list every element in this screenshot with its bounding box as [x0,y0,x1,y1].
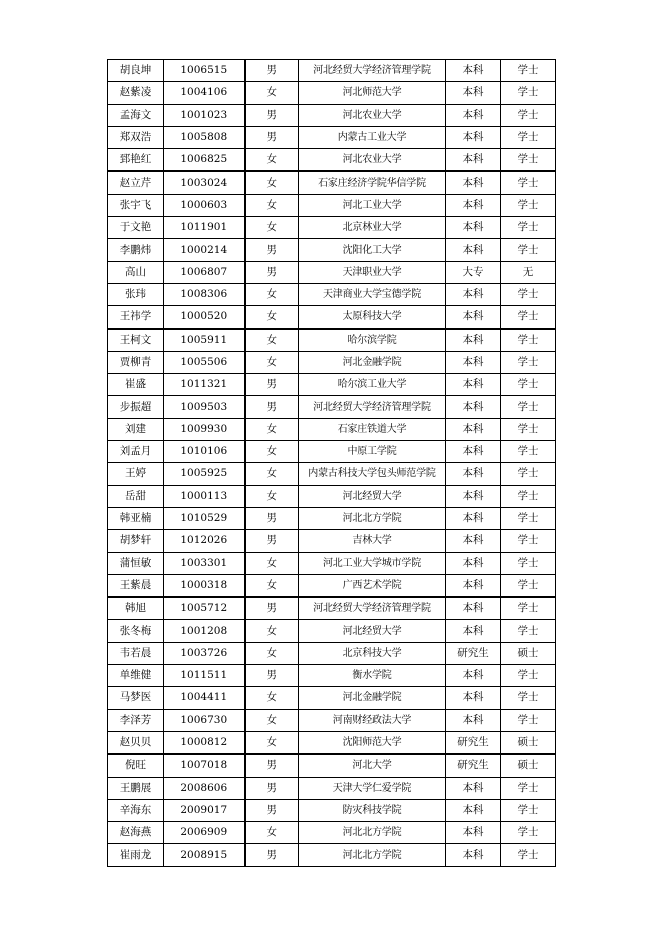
name-cell: 倪旺 [108,754,164,777]
id-cell: 1004411 [164,687,245,709]
name-cell: 孟海文 [108,104,164,126]
name-cell: 李鹏炜 [108,239,164,261]
degree-cell: 学士 [501,418,556,440]
gender-cell: 女 [245,485,299,507]
school-cell: 天津职业大学 [299,261,446,283]
name-cell: 单维健 [108,665,164,687]
id-cell: 1007018 [164,754,245,777]
degree-cell: 硕士 [501,731,556,754]
name-cell: 王婷 [108,463,164,485]
name-cell: 张玮 [108,283,164,305]
table-row [108,463,556,485]
school-cell: 河北经贸大学 [299,485,446,507]
roster-body [108,60,556,867]
degree-cell: 学士 [501,620,556,642]
name-cell: 胡梦轩 [108,530,164,552]
table-row [108,574,556,597]
school-cell: 中原工学院 [299,441,446,463]
gender-cell: 男 [245,104,299,126]
table-row [108,396,556,418]
id-cell: 1004106 [164,82,245,104]
name-cell: 刘孟月 [108,441,164,463]
table-row [108,126,556,148]
table-row [108,374,556,396]
gender-cell: 男 [245,60,299,82]
education-cell: 本科 [446,396,501,418]
table-row [108,60,556,82]
degree-cell: 硕士 [501,642,556,664]
education-cell: 本科 [446,217,501,239]
degree-cell: 学士 [501,283,556,305]
degree-cell: 学士 [501,530,556,552]
gender-cell: 男 [245,507,299,529]
school-cell: 防灾科技学院 [299,799,446,821]
table-row [108,777,556,799]
school-cell: 河北师范大学 [299,82,446,104]
education-cell: 大专 [446,261,501,283]
education-cell: 研究生 [446,731,501,754]
education-cell: 本科 [446,418,501,440]
gender-cell: 男 [245,597,299,620]
gender-cell: 女 [245,171,299,194]
table-row [108,642,556,664]
degree-cell: 学士 [501,217,556,239]
id-cell: 1005911 [164,329,245,352]
degree-cell: 学士 [501,306,556,329]
id-cell: 1011901 [164,217,245,239]
name-cell: 崔雨龙 [108,844,164,866]
degree-cell: 学士 [501,665,556,687]
table-row [108,261,556,283]
id-cell: 2008915 [164,844,245,866]
school-cell: 河北经贸大学经济管理学院 [299,60,446,82]
table-row [108,507,556,529]
id-cell: 1000520 [164,306,245,329]
id-cell: 1000318 [164,574,245,597]
gender-cell: 男 [245,396,299,418]
gender-cell: 女 [245,709,299,731]
education-cell: 本科 [446,822,501,844]
education-cell: 本科 [446,507,501,529]
school-cell: 河北北方学院 [299,507,446,529]
school-cell: 衡水学院 [299,665,446,687]
gender-cell: 女 [245,149,299,172]
education-cell: 研究生 [446,754,501,777]
degree-cell: 学士 [501,171,556,194]
id-cell: 1000812 [164,731,245,754]
id-cell: 1001023 [164,104,245,126]
school-cell: 沈阳化工大学 [299,239,446,261]
degree-cell: 学士 [501,709,556,731]
id-cell: 1009930 [164,418,245,440]
id-cell: 1011321 [164,374,245,396]
degree-cell: 学士 [501,822,556,844]
education-cell: 本科 [446,126,501,148]
degree-cell: 学士 [501,351,556,373]
id-cell: 1010106 [164,441,245,463]
table-row [108,104,556,126]
table-row [108,530,556,552]
education-cell: 本科 [446,777,501,799]
table-row [108,844,556,866]
degree-cell: 学士 [501,104,556,126]
education-cell: 本科 [446,597,501,620]
id-cell: 1006515 [164,60,245,82]
education-cell: 本科 [446,239,501,261]
education-cell: 本科 [446,329,501,352]
name-cell: 赵贝贝 [108,731,164,754]
degree-cell: 学士 [501,149,556,172]
school-cell: 北京科技大学 [299,642,446,664]
gender-cell: 男 [245,239,299,261]
education-cell: 本科 [446,60,501,82]
table-row [108,351,556,373]
name-cell: 王鹏展 [108,777,164,799]
degree-cell: 学士 [501,82,556,104]
gender-cell: 女 [245,82,299,104]
table-row [108,239,556,261]
degree-cell: 学士 [501,507,556,529]
school-cell: 内蒙古科技大学包头师范学院 [299,463,446,485]
education-cell: 本科 [446,194,501,216]
school-cell: 河北大学 [299,754,446,777]
education-cell: 本科 [446,351,501,373]
id-cell: 2006909 [164,822,245,844]
name-cell: 赵海燕 [108,822,164,844]
table-row [108,82,556,104]
name-cell: 王祎学 [108,306,164,329]
table-row [108,306,556,329]
gender-cell: 女 [245,463,299,485]
school-cell: 河北北方学院 [299,844,446,866]
gender-cell: 女 [245,329,299,352]
gender-cell: 男 [245,777,299,799]
education-cell: 本科 [446,665,501,687]
degree-cell: 学士 [501,777,556,799]
name-cell: 高山 [108,261,164,283]
education-cell: 本科 [446,374,501,396]
gender-cell: 女 [245,441,299,463]
name-cell: 赵紫凌 [108,82,164,104]
name-cell: 张冬梅 [108,620,164,642]
education-cell: 本科 [446,171,501,194]
id-cell: 1005925 [164,463,245,485]
table-row [108,687,556,709]
name-cell: 岳甜 [108,485,164,507]
id-cell: 1005506 [164,351,245,373]
education-cell: 本科 [446,306,501,329]
id-cell: 2008606 [164,777,245,799]
name-cell: 赵立芹 [108,171,164,194]
gender-cell: 男 [245,126,299,148]
name-cell: 张宇飞 [108,194,164,216]
id-cell: 1005808 [164,126,245,148]
school-cell: 天津大学仁爱学院 [299,777,446,799]
table-row [108,329,556,352]
name-cell: 韩亚楠 [108,507,164,529]
table-row [108,418,556,440]
table-row [108,171,556,194]
name-cell: 韦若晨 [108,642,164,664]
name-cell: 郅艳红 [108,149,164,172]
degree-cell: 学士 [501,485,556,507]
id-cell: 1009503 [164,396,245,418]
id-cell: 1000113 [164,485,245,507]
education-cell: 本科 [446,283,501,305]
school-cell: 广西艺术学院 [299,574,446,597]
name-cell: 贾柳青 [108,351,164,373]
school-cell: 沈阳师范大学 [299,731,446,754]
school-cell: 河北经贸大学 [299,620,446,642]
table-row [108,552,556,574]
gender-cell: 女 [245,552,299,574]
gender-cell: 男 [245,799,299,821]
school-cell: 北京林业大学 [299,217,446,239]
gender-cell: 女 [245,822,299,844]
table-row [108,620,556,642]
gender-cell: 女 [245,306,299,329]
name-cell: 王柯文 [108,329,164,352]
id-cell: 1003024 [164,171,245,194]
degree-cell: 学士 [501,463,556,485]
gender-cell: 女 [245,731,299,754]
school-cell: 河北经贸大学经济管理学院 [299,396,446,418]
table-row [108,149,556,172]
gender-cell: 女 [245,217,299,239]
table-row [108,665,556,687]
id-cell: 1006730 [164,709,245,731]
id-cell: 1001208 [164,620,245,642]
roster-table [107,59,556,867]
education-cell: 本科 [446,149,501,172]
school-cell: 内蒙古工业大学 [299,126,446,148]
education-cell: 本科 [446,463,501,485]
gender-cell: 女 [245,418,299,440]
school-cell: 石家庄经济学院华信学院 [299,171,446,194]
education-cell: 研究生 [446,642,501,664]
school-cell: 河北农业大学 [299,149,446,172]
education-cell: 本科 [446,687,501,709]
gender-cell: 男 [245,530,299,552]
id-cell: 1011511 [164,665,245,687]
education-cell: 本科 [446,574,501,597]
gender-cell: 女 [245,194,299,216]
education-cell: 本科 [446,485,501,507]
gender-cell: 男 [245,261,299,283]
table-row [108,217,556,239]
name-cell: 刘建 [108,418,164,440]
gender-cell: 女 [245,687,299,709]
degree-cell: 学士 [501,239,556,261]
gender-cell: 女 [245,351,299,373]
degree-cell: 学士 [501,194,556,216]
table-row [108,799,556,821]
name-cell: 胡良坤 [108,60,164,82]
degree-cell: 无 [501,261,556,283]
table-row [108,194,556,216]
education-cell: 本科 [446,799,501,821]
name-cell: 马梦医 [108,687,164,709]
gender-cell: 女 [245,283,299,305]
table-row [108,597,556,620]
id-cell: 2009017 [164,799,245,821]
school-cell: 石家庄铁道大学 [299,418,446,440]
id-cell: 1000603 [164,194,245,216]
table-row [108,822,556,844]
table-row [108,709,556,731]
degree-cell: 学士 [501,844,556,866]
id-cell: 1003726 [164,642,245,664]
degree-cell: 学士 [501,552,556,574]
id-cell: 1008306 [164,283,245,305]
school-cell: 河北工业大学城市学院 [299,552,446,574]
roster-sheet [107,59,555,867]
id-cell: 1010529 [164,507,245,529]
degree-cell: 学士 [501,329,556,352]
name-cell: 郑双浩 [108,126,164,148]
school-cell: 太原科技大学 [299,306,446,329]
education-cell: 本科 [446,552,501,574]
education-cell: 本科 [446,709,501,731]
gender-cell: 女 [245,574,299,597]
education-cell: 本科 [446,82,501,104]
name-cell: 辛海东 [108,799,164,821]
degree-cell: 学士 [501,60,556,82]
degree-cell: 学士 [501,574,556,597]
school-cell: 吉林大学 [299,530,446,552]
id-cell: 1003301 [164,552,245,574]
education-cell: 本科 [446,104,501,126]
school-cell: 天津商业大学宝德学院 [299,283,446,305]
school-cell: 哈尔滨学院 [299,329,446,352]
name-cell: 崔盛 [108,374,164,396]
gender-cell: 女 [245,620,299,642]
school-cell: 河北农业大学 [299,104,446,126]
gender-cell: 男 [245,374,299,396]
degree-cell: 学士 [501,799,556,821]
degree-cell: 学士 [501,126,556,148]
school-cell: 河北金融学院 [299,351,446,373]
school-cell: 河北金融学院 [299,687,446,709]
education-cell: 本科 [446,620,501,642]
gender-cell: 女 [245,642,299,664]
name-cell: 王紫晨 [108,574,164,597]
degree-cell: 硕士 [501,754,556,777]
id-cell: 1012026 [164,530,245,552]
education-cell: 本科 [446,844,501,866]
id-cell: 1006825 [164,149,245,172]
school-cell: 河北工业大学 [299,194,446,216]
table-row [108,754,556,777]
id-cell: 1006807 [164,261,245,283]
id-cell: 1000214 [164,239,245,261]
degree-cell: 学士 [501,441,556,463]
name-cell: 步振超 [108,396,164,418]
degree-cell: 学士 [501,396,556,418]
name-cell: 于文艳 [108,217,164,239]
degree-cell: 学士 [501,687,556,709]
education-cell: 本科 [446,530,501,552]
school-cell: 河南财经政法大学 [299,709,446,731]
table-row [108,283,556,305]
table-row [108,441,556,463]
gender-cell: 男 [245,754,299,777]
name-cell: 韩旭 [108,597,164,620]
name-cell: 李泽芳 [108,709,164,731]
id-cell: 1005712 [164,597,245,620]
name-cell: 蒲恒敏 [108,552,164,574]
education-cell: 本科 [446,441,501,463]
school-cell: 河北经贸大学经济管理学院 [299,597,446,620]
table-row [108,731,556,754]
table-row [108,485,556,507]
school-cell: 哈尔滨工业大学 [299,374,446,396]
gender-cell: 男 [245,844,299,866]
degree-cell: 学士 [501,597,556,620]
school-cell: 河北北方学院 [299,822,446,844]
gender-cell: 男 [245,665,299,687]
degree-cell: 学士 [501,374,556,396]
